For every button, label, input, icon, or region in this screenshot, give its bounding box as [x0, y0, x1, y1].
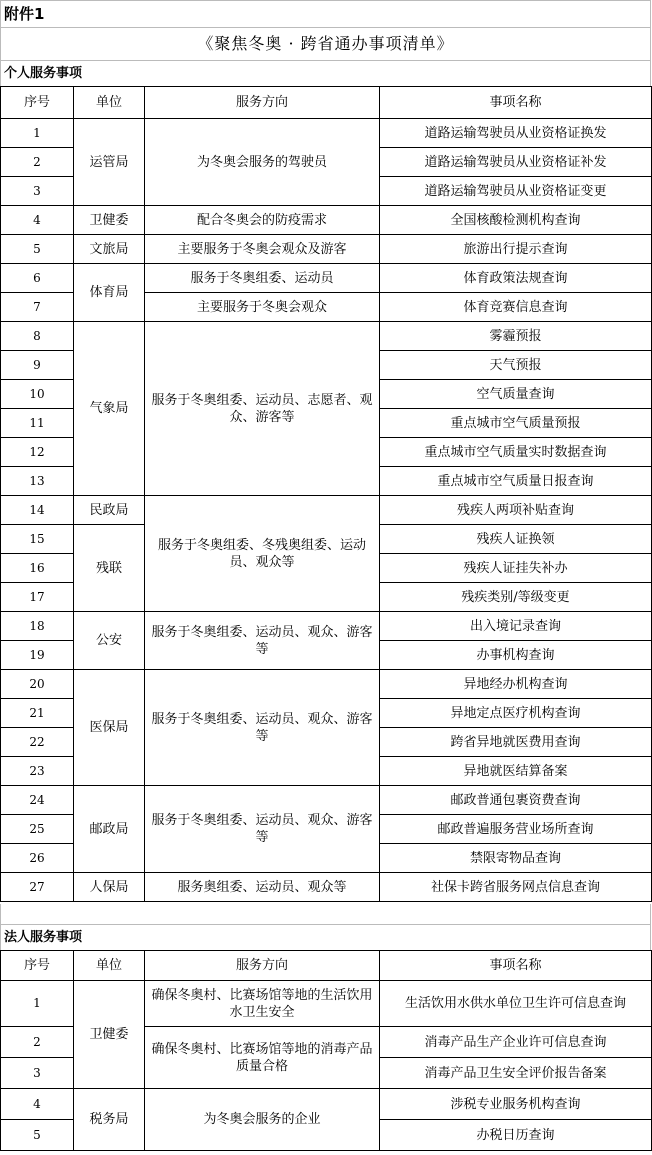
- table-row: [1, 496, 652, 525]
- row-unit: 卫健委: [74, 981, 145, 1089]
- table-row: [1, 612, 652, 641]
- row-unit: 人保局: [74, 873, 145, 902]
- row-unit: 残联: [74, 525, 145, 612]
- row-seq: 21: [1, 699, 74, 728]
- row-seq: 23: [1, 757, 74, 786]
- row-seq: 9: [1, 351, 74, 380]
- column-header-seq: 序号: [1, 951, 74, 981]
- row-seq: 11: [1, 409, 74, 438]
- row-item: 涉税专业服务机构查询: [380, 1089, 652, 1120]
- row-item: 重点城市空气质量实时数据查询: [380, 438, 652, 467]
- row-direction: 服务于冬奥组委、运动员: [145, 264, 380, 293]
- table-row: [1, 119, 652, 148]
- row-unit: 邮政局: [74, 786, 145, 873]
- row-item: 出入境记录查询: [380, 612, 652, 641]
- row-item: 跨省异地就医费用查询: [380, 728, 652, 757]
- row-direction: 服务于冬奥组委、运动员、观众、游客等: [145, 786, 380, 873]
- row-direction: 主要服务于冬奥会观众: [145, 293, 380, 322]
- attachment-label: 附件1: [0, 0, 651, 28]
- row-direction: 确保冬奥村、比赛场馆等地的生活饮用水卫生安全: [145, 981, 380, 1027]
- row-item: 旅游出行提示查询: [380, 235, 652, 264]
- row-seq: 4: [1, 206, 74, 235]
- row-item: 异地经办机构查询: [380, 670, 652, 699]
- row-item: 办事机构查询: [380, 641, 652, 670]
- column-header-seq: 序号: [1, 87, 74, 119]
- row-item: 残疾类别/等级变更: [380, 583, 652, 612]
- row-direction: 服务奥组委、运动员、观众等: [145, 873, 380, 902]
- column-header-item: 事项名称: [380, 87, 652, 119]
- row-seq: 4: [1, 1089, 74, 1120]
- table-row: [1, 981, 652, 1027]
- table-row: [1, 786, 652, 815]
- column-header-unit: 单位: [74, 951, 145, 981]
- row-direction: 为冬奥会服务的驾驶员: [145, 119, 380, 206]
- row-seq: 1: [1, 119, 74, 148]
- row-seq: 15: [1, 525, 74, 554]
- row-unit: 医保局: [74, 670, 145, 786]
- row-seq: 24: [1, 786, 74, 815]
- row-direction: 服务于冬奥组委、运动员、观众、游客等: [145, 612, 380, 670]
- row-direction: 为冬奥会服务的企业: [145, 1089, 380, 1151]
- row-item: 重点城市空气质量日报查询: [380, 467, 652, 496]
- column-header-direction: 服务方向: [145, 951, 380, 981]
- document-title: 《聚焦冬奥 · 跨省通办事项清单》: [0, 28, 651, 60]
- legal-services-table: [0, 950, 652, 1151]
- row-item: 道路运输驾驶员从业资格证补发: [380, 148, 652, 177]
- row-seq: 12: [1, 438, 74, 467]
- row-item: 道路运输驾驶员从业资格证变更: [380, 177, 652, 206]
- row-item: 异地定点医疗机构查询: [380, 699, 652, 728]
- row-item: 体育政策法规查询: [380, 264, 652, 293]
- row-seq: 27: [1, 873, 74, 902]
- section-heading-personal: 个人服务事项: [0, 60, 651, 86]
- row-item: 禁限寄物品查询: [380, 844, 652, 873]
- row-unit: 体育局: [74, 264, 145, 322]
- row-item: 异地就医结算备案: [380, 757, 652, 786]
- row-unit: 文旅局: [74, 235, 145, 264]
- section-heading-legal: 法人服务事项: [0, 924, 651, 950]
- row-item: 残疾人证挂失补办: [380, 554, 652, 583]
- row-direction: 确保冬奥村、比赛场馆等地的消毒产品质量合格: [145, 1027, 380, 1089]
- row-item: 社保卡跨省服务网点信息查询: [380, 873, 652, 902]
- column-header-item: 事项名称: [380, 951, 652, 981]
- row-unit: 税务局: [74, 1089, 145, 1151]
- row-direction: 服务于冬奥组委、运动员、志愿者、观众、游客等: [145, 322, 380, 496]
- row-seq: 25: [1, 815, 74, 844]
- personal-services-table: [0, 86, 652, 902]
- row-item: 办税日历查询: [380, 1120, 652, 1151]
- row-direction: 配合冬奥会的防疫需求: [145, 206, 380, 235]
- row-seq: 20: [1, 670, 74, 699]
- row-seq: 26: [1, 844, 74, 873]
- row-direction: 服务于冬奥组委、冬残奥组委、运动员、观众等: [145, 496, 380, 612]
- row-seq: 17: [1, 583, 74, 612]
- row-item: 残疾人两项补贴查询: [380, 496, 652, 525]
- row-unit: 民政局: [74, 496, 145, 525]
- row-seq: 6: [1, 264, 74, 293]
- row-seq: 7: [1, 293, 74, 322]
- row-item: 残疾人证换领: [380, 525, 652, 554]
- row-item: 全国核酸检测机构查询: [380, 206, 652, 235]
- row-seq: 3: [1, 1058, 74, 1089]
- column-header-unit: 单位: [74, 87, 145, 119]
- row-seq: 16: [1, 554, 74, 583]
- row-direction: 服务于冬奥组委、运动员、观众、游客等: [145, 670, 380, 786]
- row-item: 消毒产品生产企业许可信息查询: [380, 1027, 652, 1058]
- row-seq: 10: [1, 380, 74, 409]
- row-item: 空气质量查询: [380, 380, 652, 409]
- table-row: [1, 873, 652, 902]
- row-item: 生活饮用水供水单位卫生许可信息查询: [380, 981, 652, 1027]
- row-seq: 1: [1, 981, 74, 1027]
- row-item: 天气预报: [380, 351, 652, 380]
- row-seq: 13: [1, 467, 74, 496]
- section-gap: [0, 904, 651, 924]
- column-header-direction: 服务方向: [145, 87, 380, 119]
- row-seq: 5: [1, 1120, 74, 1151]
- row-direction: 主要服务于冬奥会观众及游客: [145, 235, 380, 264]
- row-item: 邮政普通包裹资费查询: [380, 786, 652, 815]
- row-seq: 5: [1, 235, 74, 264]
- row-seq: 18: [1, 612, 74, 641]
- table-row: [1, 670, 652, 699]
- row-item: 体育竞赛信息查询: [380, 293, 652, 322]
- row-seq: 2: [1, 148, 74, 177]
- row-seq: 22: [1, 728, 74, 757]
- row-seq: 8: [1, 322, 74, 351]
- row-seq: 2: [1, 1027, 74, 1058]
- row-item: 雾霾预报: [380, 322, 652, 351]
- table-row: [1, 206, 652, 235]
- table-row: [1, 235, 652, 264]
- row-unit: 气象局: [74, 322, 145, 496]
- row-item: 消毒产品卫生安全评价报告备案: [380, 1058, 652, 1089]
- table-row: [1, 264, 652, 293]
- row-unit: 运管局: [74, 119, 145, 206]
- row-seq: 19: [1, 641, 74, 670]
- row-unit: 公安: [74, 612, 145, 670]
- row-item: 邮政普遍服务营业场所查询: [380, 815, 652, 844]
- row-unit: 卫健委: [74, 206, 145, 235]
- row-item: 道路运输驾驶员从业资格证换发: [380, 119, 652, 148]
- table-row: [1, 1089, 652, 1120]
- row-seq: 14: [1, 496, 74, 525]
- table-row: [1, 322, 652, 351]
- row-seq: 3: [1, 177, 74, 206]
- row-item: 重点城市空气质量预报: [380, 409, 652, 438]
